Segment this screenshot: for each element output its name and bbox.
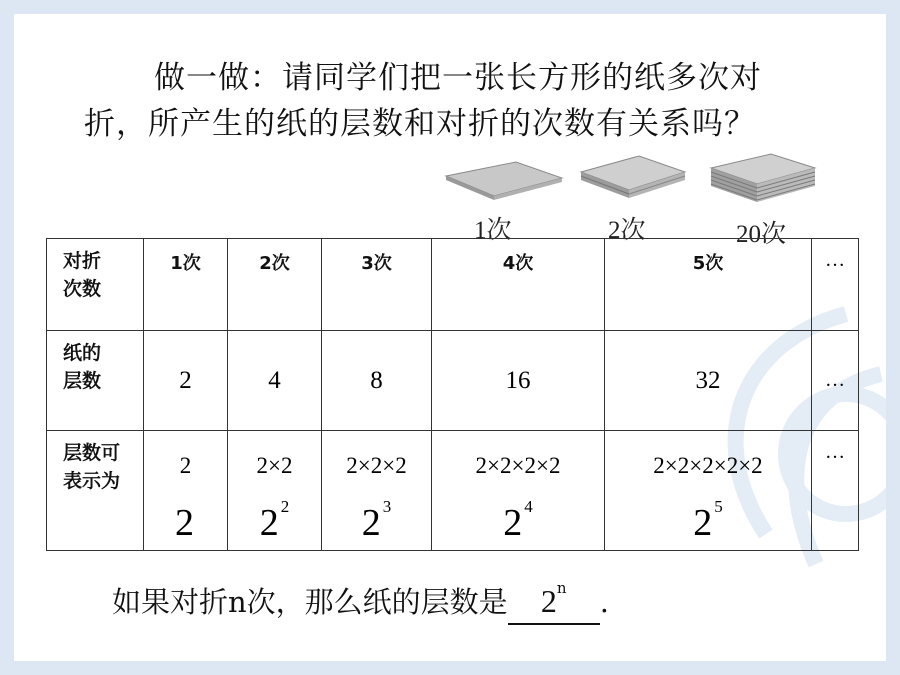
paper-label-20: 20次 <box>736 221 787 248</box>
fold-count-cell: 5次 <box>605 239 812 331</box>
layers-cell: 8 <box>322 331 432 431</box>
fold-count-ellipsis: … <box>812 239 859 331</box>
expression-cell <box>228 431 322 551</box>
prompt-line-2: 折，所产生的纸的层数和对折的次数有关系吗？ <box>84 106 756 142</box>
expression-cell <box>322 431 432 551</box>
table-row-fold-count <box>47 239 859 331</box>
expression-cell <box>432 431 605 551</box>
paper-label-2: 2次 <box>608 217 646 244</box>
paper-fold-1-image <box>444 154 564 204</box>
expression-ellipsis: … <box>812 431 859 551</box>
product-expression: 2×2×2 <box>346 453 407 478</box>
slide <box>14 14 886 661</box>
conclusion-period: . <box>599 585 609 619</box>
product-expression: 2×2×2×2×2 <box>653 453 763 478</box>
expression-cell <box>605 431 812 551</box>
answer-blank: 2$^n$ <box>508 589 600 625</box>
row-head-expression: 层数可 表示为 <box>47 431 144 551</box>
layers-cell: 16 <box>432 331 605 431</box>
product-expression: 2×2 <box>256 453 293 478</box>
layers-cell: 2 <box>144 331 228 431</box>
power-expression: 2 $^5$ <box>693 497 723 544</box>
table-row-layers <box>47 331 859 431</box>
fold-count-cell: 2次 <box>228 239 322 331</box>
paper-fold-20-image <box>709 152 819 212</box>
layers-cell: 32 <box>605 331 812 431</box>
conclusion-sentence <box>112 580 609 625</box>
layers-cell: 4 <box>228 331 322 431</box>
power-expression: 2 $^4$ <box>503 497 533 544</box>
row-head-layers: 纸的 层数 <box>47 331 144 431</box>
row-head-fold-count: 对折 次数 <box>47 239 144 331</box>
table-row-expression <box>47 431 859 551</box>
power-expression: 2 $^2$ <box>259 497 290 544</box>
fold-count-cell: 4次 <box>432 239 605 331</box>
prompt-line-1: 做一做：请同学们把一张长方形的纸多次对 <box>154 60 762 96</box>
conclusion-text: 如果对折n次，那么纸的层数是 <box>112 585 508 619</box>
power-expression: 2 $^3$ <box>361 497 392 544</box>
fold-count-cell: 1次 <box>144 239 228 331</box>
fold-table <box>46 238 859 551</box>
paper-fold-2-image <box>579 152 689 206</box>
product-expression: 2×2×2×2 <box>475 453 561 478</box>
expression-cell <box>144 431 228 551</box>
power-expression: 2 <box>175 502 194 544</box>
paper-label-1: 1次 <box>474 217 512 244</box>
layers-ellipsis: … <box>812 331 859 431</box>
fold-count-cell: 3次 <box>322 239 432 331</box>
product-expression: 2 <box>179 453 192 478</box>
